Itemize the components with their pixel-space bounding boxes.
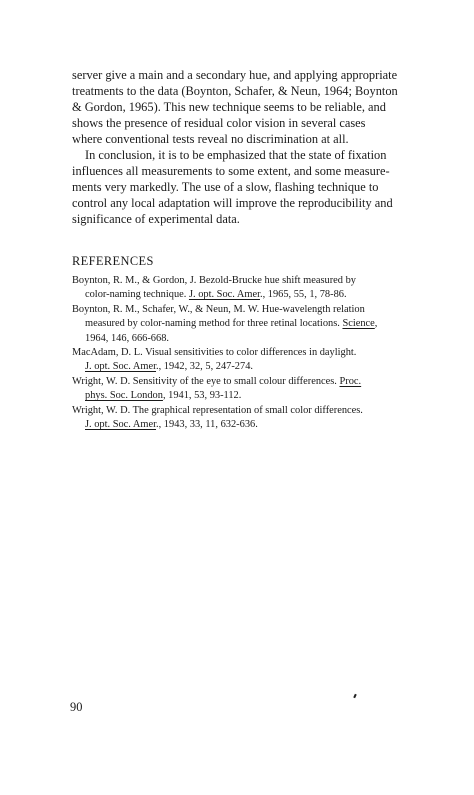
scan-speck [353,694,357,698]
text-line: influences all measurements to some extent, and some measure- [72,164,390,178]
reference-text: ., 1965, 55, 1, 78-86. [259,289,347,301]
references-heading: REFERENCES [72,254,154,268]
body-paragraph-1 [72,67,454,147]
reference-entry-wright-1943 [72,404,454,433]
text-line: control any local adaptation will improve the reproducibility and [72,196,393,210]
reference-line [72,317,454,331]
text-line: ments very markedly. The use of a slow, flashing technique to [72,180,379,194]
journal-title: J. opt. Soc. Amer [188,289,260,301]
reference-text: ., 1943, 33, 11, 632-636. [156,419,258,431]
reference-text: color-naming technique. [85,289,189,301]
reference-text: ., 1942, 32, 5, 247-274. [156,361,253,373]
reference-text: measured by color-naming method for three retinal locations. [85,318,343,330]
reference-line: Wright, W. D. The graphical representation of small color differences. [72,404,363,416]
reference-line [72,288,454,302]
reference-line [72,375,454,389]
reference-line: Boynton, R. M., Schafer, W., & Neun, M. W. Hue-wavelength relation [72,303,365,315]
journal-title: J. opt. Soc. Amer [85,419,157,431]
text-line: where conventional tests reveal no discrimination at all. [72,132,349,146]
reference-entry-wright-1941 [72,375,454,404]
text-line: & Gordon, 1965). This new technique seems to be reliable, and [72,100,386,114]
journal-title: phys. Soc. London [85,390,163,402]
text-line: treatments to the data (Boynton, Schafer, & Neun, 1964; Boynton [72,84,398,98]
references-list [72,274,454,432]
reference-line: MacAdam, D. L. Visual sensitivities to color differences in daylight. [72,347,357,359]
journal-title: Proc. [339,375,362,387]
reference-text: , [374,318,378,330]
reference-entry-boynton-schafer-neun [72,303,454,346]
reference-line: Boynton, R. M., & Gordon, J. Bezold-Brucke hue shift measured by [72,275,356,286]
text-line: significance of experimental data. [72,212,240,226]
page-number: 90 [70,700,83,714]
reference-line: 1964, 146, 666-668. [85,332,169,344]
page-content [72,67,454,432]
journal-title: Science [342,318,375,330]
reference-text: , 1941, 53, 93-112. [162,390,242,402]
text-line: shows the presence of residual color vision in several cases [72,116,366,130]
text-line: server give a main and a secondary hue, and applying appropriate [72,68,398,82]
text-line: In conclusion, it is to be emphasized that the state of fixation [85,148,387,162]
reference-text: Wright, W. D. Sensitivity of the eye to small colour differences. [72,375,340,387]
reference-line [72,389,454,403]
reference-entry-macadam [72,346,454,375]
reference-line [72,360,454,374]
body-paragraph-2 [72,147,454,227]
reference-entry-boynton-gordon [72,274,454,303]
reference-line [72,418,454,432]
journal-title: J. opt. Soc. Amer [85,361,157,373]
